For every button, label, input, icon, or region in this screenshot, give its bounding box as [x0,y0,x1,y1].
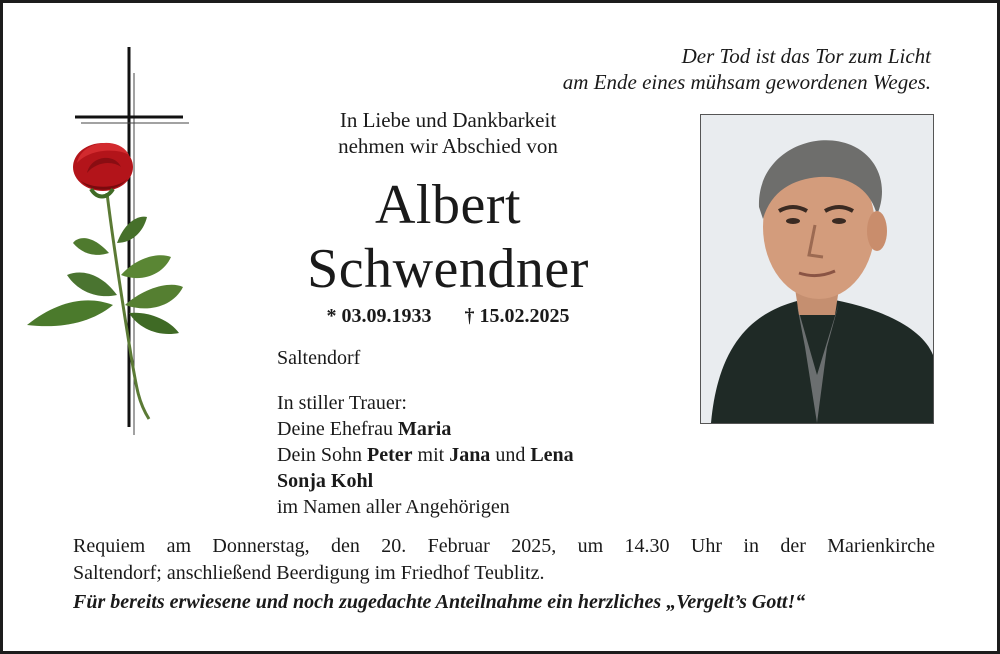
intro-line-2: nehmen wir Abschied von [338,134,558,158]
home-town: Saltendorf [277,347,361,369]
life-dates [273,305,623,328]
portrait-image [701,115,933,423]
first-name: Albert [374,174,522,236]
quote-line-2: am Ende eines mühsam gewordenen Weges. [562,70,931,94]
intro-line-1: In Liebe und Dankbarkeit [339,108,557,132]
mourners-closing: im Namen aller Angehörigen [277,496,510,518]
requiem-info [73,533,935,587]
quote-line-1: Der Tod ist das Tor zum Licht [681,44,931,68]
cross-with-rose-icon [21,43,201,443]
mourner-son: Dein Sohn Peter mit Jana und Lena [277,444,574,466]
mourners-list [277,390,574,520]
last-name: Schwendner [307,238,589,300]
death-date: † 15.02.2025 [464,305,570,327]
requiem-line-2: Saltendorf; anschließend Beerdigung im Friedhof Teublitz. [73,562,545,584]
birth-date: * 03.09.1933 [326,305,432,327]
mourner-other: Sonja Kohl [277,470,374,492]
thanks-line: Für bereits erwiesene und noch zugedachte Anteilnahme ein herzliches „Vergelt’s Gott!“ [73,591,806,613]
epitaph-quote [411,43,931,95]
mourners-heading: In stiller Trauer: [277,392,407,414]
mourner-wife: Deine Ehefrau Maria [277,418,452,440]
requiem-line-1: Requiem am Donnerstag, den 20. Februar 2025, um 14.30 Uhr in der Marienkirche [73,535,935,557]
portrait-photo [700,114,934,424]
intro-text [273,107,623,159]
